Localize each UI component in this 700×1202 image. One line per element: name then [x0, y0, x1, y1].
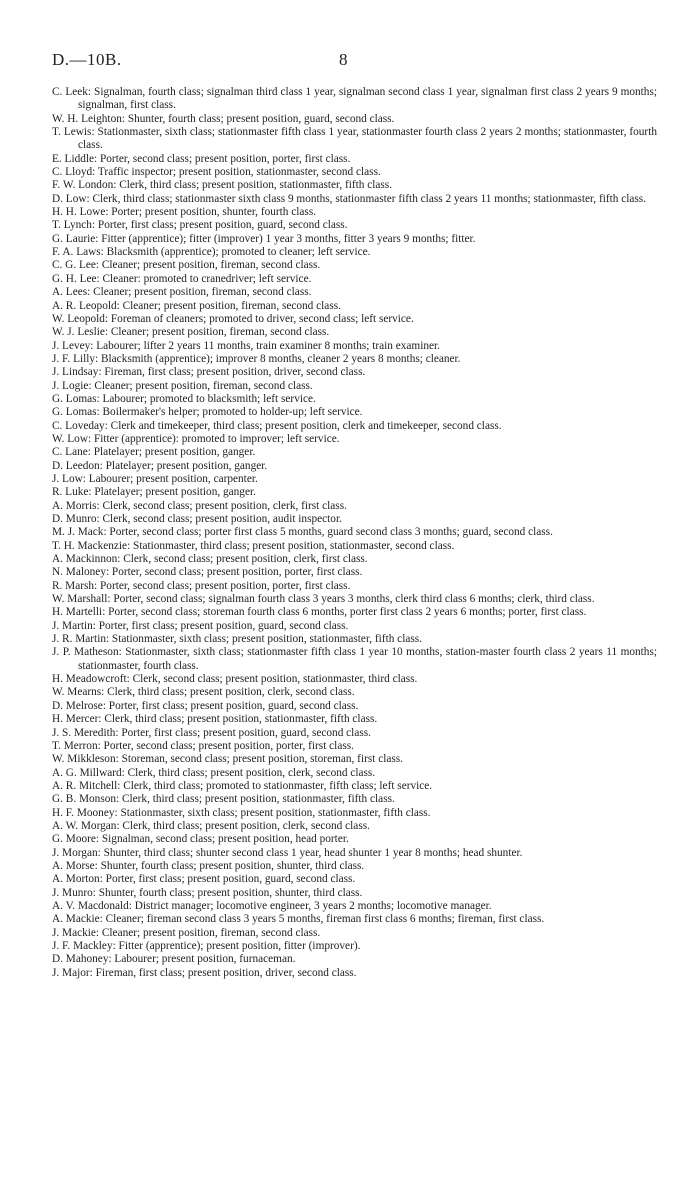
- staff-record-entry: G. Lomas: Boilermaker's helper; promoted to holder-up; left service.: [52, 406, 363, 419]
- staff-record-entry: G. B. Monson: Clerk, third class; present position, stationmaster, fifth class.: [52, 793, 395, 806]
- staff-record-entry: T. Lewis: Stationmaster, sixth class; stationmaster fifth class 1 year, stationmaster fourth class 2 years 2 months; stationmaster, fourth class.: [52, 126, 657, 152]
- staff-record-entry: H. F. Mooney: Stationmaster, sixth class; present position, stationmaster, fifth class.: [52, 806, 431, 819]
- staff-record-entry: N. Maloney: Porter, second class; present position, porter, first class.: [52, 566, 363, 579]
- staff-record-entry: W. Low: Fitter (apprentice): promoted to improver; left service.: [52, 432, 340, 445]
- staff-record-entry: J. Munro: Shunter, fourth class; present position, shunter, third class.: [52, 886, 363, 899]
- staff-record-entry: H. H. Lowe: Porter; present position, shunter, fourth class.: [52, 206, 317, 219]
- staff-record-entry: F. W. London: Clerk, third class; present position, stationmaster, fifth class.: [52, 179, 393, 192]
- staff-record-entry: A. Morton: Porter, first class; present position, guard, second class.: [52, 873, 356, 886]
- staff-record-entry: M. J. Mack: Porter, second class; porter first class 5 months, guard second class 3 months; guard, second class.: [52, 526, 553, 539]
- staff-record-entry: D. Munro: Clerk, second class; present position, audit inspector.: [52, 513, 342, 525]
- staff-record-entry: D. Melrose: Porter, first class; present position, guard, second class.: [52, 699, 359, 712]
- staff-record-entry: J. F. Mackley: Fitter (apprentice); present position, fitter (improver).: [52, 940, 361, 952]
- staff-record-entry: E. Liddle: Porter, second class; present position, porter, first class.: [52, 152, 351, 165]
- staff-record-entry: A. W. Morgan: Clerk, third class; present position, clerk, second class.: [52, 819, 370, 832]
- staff-record-entry: W. H. Leighton: Shunter, fourth class; present position, guard, second class.: [52, 112, 395, 125]
- staff-record-entry: A. Mackie: Cleaner; fireman second class 3 years 5 months, fireman first class 6 months; fireman, first class.: [52, 913, 545, 926]
- staff-record-entry: R. Luke: Platelayer; present position, ganger.: [52, 486, 256, 499]
- staff-record-entry: G. Laurie: Fitter (apprentice); fitter (improver) 1 year 3 months, fitter 3 years 9 months; fitter.: [52, 232, 476, 245]
- staff-record-entry: J. Martin: Porter, first class; present position, guard, second class.: [52, 619, 349, 632]
- staff-record-entry: F. A. Laws: Blacksmith (apprentice); promoted to cleaner; left service.: [52, 246, 371, 259]
- page-header: [52, 50, 656, 72]
- staff-record-entry: T. Merron: Porter, second class; present position, porter, first class.: [52, 739, 354, 752]
- staff-record-entry: D. Low: Clerk, third class; stationmaster sixth class 9 months, stationmaster fifth class 2 years 11 months; stationmaster, fifth class.: [52, 192, 647, 205]
- staff-record-entry: A. R. Mitchell: Clerk, third class; promoted to stationmaster, fifth class; left service.: [52, 779, 433, 792]
- page-number: 8: [339, 50, 348, 69]
- staff-record-entry: H. Martelli: Porter, second class; storeman fourth class 6 months, porter first class 2 years 6 months; porter, first class.: [52, 606, 587, 619]
- staff-record-entry: J. P. Matheson: Stationmaster, sixth class; stationmaster fifth class 1 year 10 months, station-master fourth class 2 years 11 months; stationmaster, fourth class.: [52, 646, 657, 672]
- staff-record-entry: A. V. Macdonald: District manager; locomotive engineer, 3 years 2 months; locomotive manager.: [52, 899, 492, 912]
- staff-record-entry: C. Lane: Platelayer; present position, ganger.: [52, 446, 256, 459]
- staff-record-entry: A. R. Leopold: Cleaner; present position, fireman, second class.: [52, 299, 341, 312]
- staff-record-entry: J. Levey: Labourer; lifter 2 years 11 months, train examiner 8 months; train examiner.: [52, 339, 440, 352]
- staff-record-entry: W. Mearns: Clerk, third class; present position, clerk, second class.: [52, 686, 355, 699]
- staff-record-entry: W. Leopold: Foreman of cleaners; promoted to driver, second class; left service.: [52, 312, 414, 325]
- staff-record-entry: H. Meadowcroft: Clerk, second class; present position, stationmaster, third class.: [52, 673, 418, 686]
- staff-record-entry: W. Mikkleson: Storeman, second class; present position, storeman, first class.: [52, 753, 403, 766]
- staff-record-entry: J. Morgan: Shunter, third class; shunter second class 1 year, head shunter 1 year 8 months; head shunter.: [52, 846, 523, 859]
- staff-record-entry: C. Lloyd: Traffic inspector; present position, stationmaster, second class.: [52, 166, 381, 179]
- staff-record-entry: J. Low: Labourer; present position, carpenter.: [52, 472, 258, 485]
- staff-record-entry: C. G. Lee: Cleaner; present position, fireman, second class.: [52, 259, 321, 272]
- staff-record-entry: A. Lees: Cleaner; present position, fireman, second class.: [52, 286, 312, 299]
- staff-record-entry: J. Mackie: Cleaner; present position, fireman, second class.: [52, 926, 321, 939]
- staff-record-entry: A. Mackinnon: Clerk, second class; present position, clerk, first class.: [52, 553, 368, 566]
- staff-record-entry: G. H. Lee: Cleaner: promoted to cranedriver; left service.: [52, 272, 312, 285]
- staff-record-entry: H. Mercer: Clerk, third class; present position, stationmaster, fifth class.: [52, 713, 378, 726]
- staff-record-entry: J. S. Meredith: Porter, first class; present position, guard, second class.: [52, 726, 371, 739]
- staff-record-entry: G. Moore: Signalman, second class; present position, head porter.: [52, 833, 349, 846]
- staff-record-entry: A. G. Millward: Clerk, third class; present position, clerk, second class.: [52, 766, 376, 779]
- staff-record-entry: J. Major: Fireman, first class; present position, driver, second class.: [52, 966, 357, 979]
- staff-record-entry: D. Mahoney: Labourer; present position, furnaceman.: [52, 953, 296, 966]
- staff-record-entry: W. Marshall: Porter, second class; signalman fourth class 3 years 3 months, clerk third class 6 months; clerk, third class.: [52, 593, 595, 606]
- document-reference: D.—10B.: [52, 50, 122, 69]
- staff-record-entry: J. Logie: Cleaner; present position, fireman, second class.: [52, 379, 313, 392]
- staff-record-entry: G. Lomas: Labourer; promoted to blacksmith; left service.: [52, 392, 316, 405]
- staff-record-entry: T. H. Mackenzie: Stationmaster, third class; present position, stationmaster, second class.: [52, 539, 455, 552]
- staff-record-entry: C. Leek: Signalman, fourth class; signalman third class 1 year, signalman second class 1 year, signalman first class 2 years 9 months; signalman, first class.: [52, 86, 657, 112]
- staff-record-entry: C. Loveday: Clerk and timekeeper, third class; present position, clerk and timekeeper, second class.: [52, 419, 502, 432]
- staff-record-entry: J. Lindsay: Fireman, first class; present position, driver, second class.: [52, 366, 366, 379]
- staff-record-entry: J. R. Martin: Stationmaster, sixth class; present position, stationmaster, fifth class.: [52, 633, 422, 646]
- staff-record-entry: A. Morse: Shunter, fourth class; present position, shunter, third class.: [52, 859, 365, 872]
- staff-record-list: [52, 86, 657, 980]
- staff-record-entry: J. F. Lilly: Blacksmith (apprentice); improver 8 months, cleaner 2 years 8 months; cleaner.: [52, 352, 461, 365]
- staff-record-entry: R. Marsh: Porter, second class; present position, porter, first class.: [52, 579, 351, 592]
- staff-record-entry: A. Morris: Clerk, second class; present position, clerk, first class.: [52, 499, 347, 512]
- staff-record-entry: D. Leedon: Platelayer; present position, ganger.: [52, 459, 268, 472]
- staff-record-entry: T. Lynch: Porter, first class; present position, guard, second class.: [52, 219, 348, 232]
- staff-record-entry: W. J. Leslie: Cleaner; present position, fireman, second class.: [52, 326, 330, 339]
